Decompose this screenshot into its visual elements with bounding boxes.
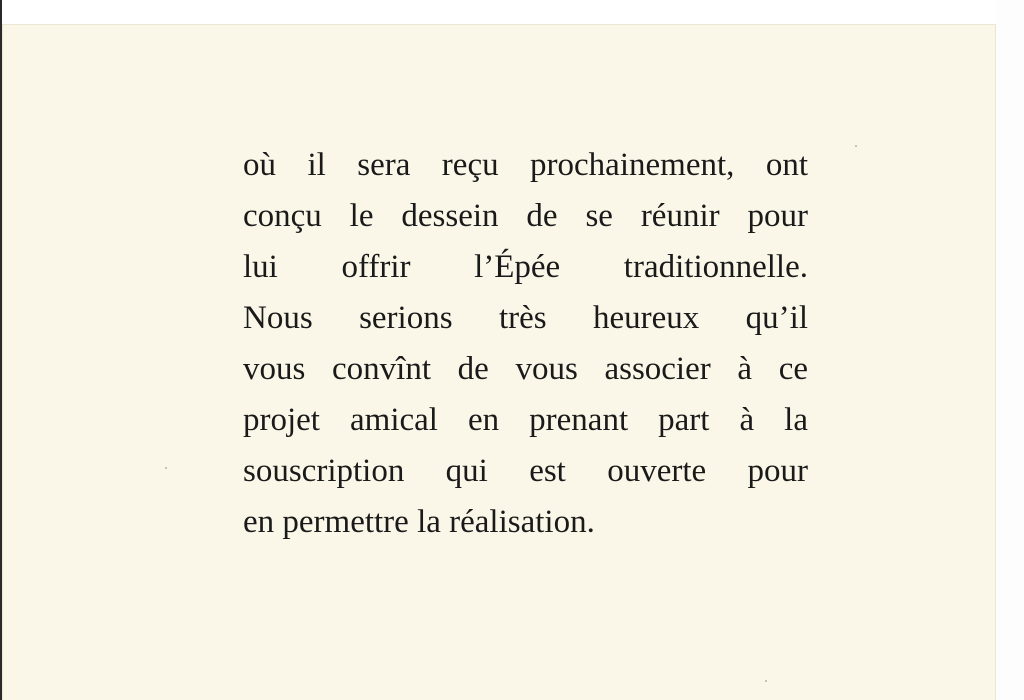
paper-speck bbox=[765, 680, 767, 682]
text-line: conçu le dessein de se réunir pour bbox=[243, 198, 808, 234]
text-line: projet amical en prenant part à la bbox=[243, 402, 808, 438]
text-line: en permettre la réalisation. bbox=[243, 504, 595, 540]
text-line: lui offrir l’Épée traditionnelle. bbox=[243, 249, 808, 285]
text-line: vous convînt de vous associer à ce bbox=[243, 351, 808, 387]
text-line: où il sera reçu prochainement, ont bbox=[243, 147, 808, 183]
text-line: souscription qui est ouverte pour bbox=[243, 453, 808, 489]
text-line: Nous serions très heureux qu’il bbox=[243, 300, 808, 336]
paper-speck bbox=[855, 145, 857, 147]
scan-right-margin bbox=[996, 0, 1024, 700]
body-text bbox=[243, 140, 808, 548]
paper-speck bbox=[165, 467, 167, 469]
